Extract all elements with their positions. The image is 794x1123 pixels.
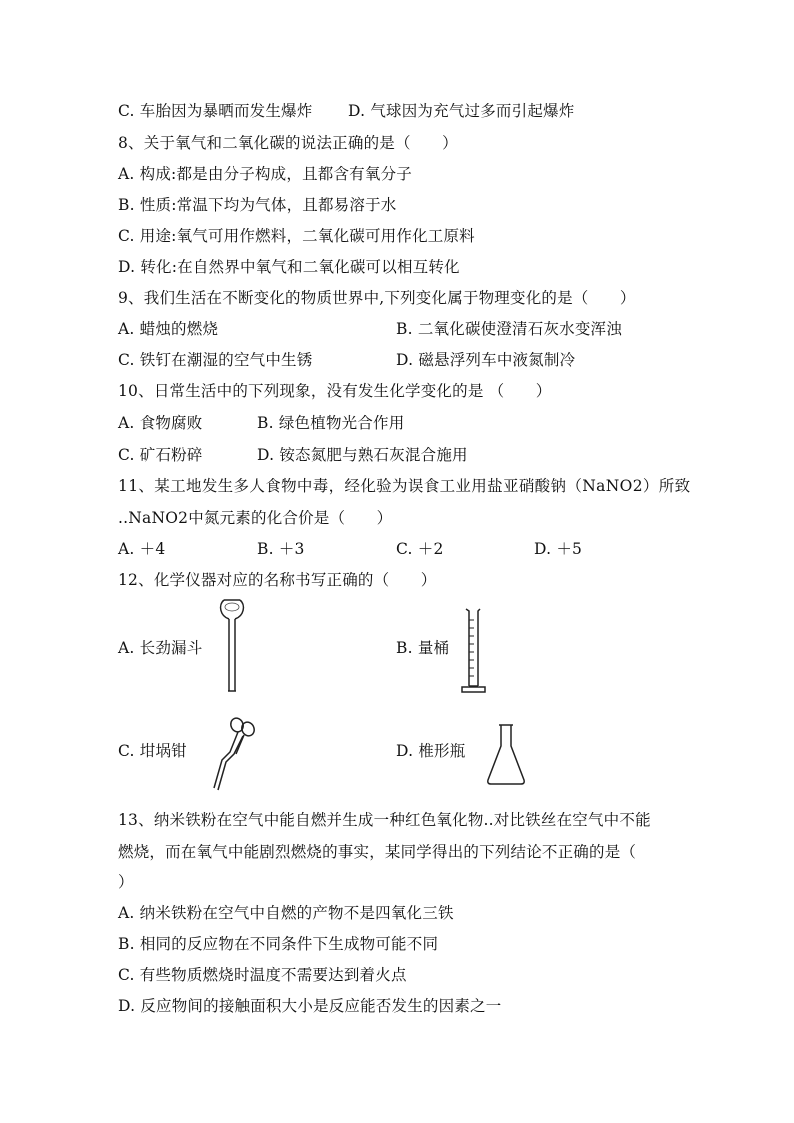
q11-stem-line2: ..NaNO2中氮元素的化合价是（ ） [118,509,393,527]
q13-option-b: B. 相同的反应物在不同条件下生成物可能不同 [118,935,439,953]
q9-option-d: D. 磁悬浮列车中液氮制冷 [396,351,576,369]
crucible-tongs-icon [208,712,256,792]
q8-option-a: A. 构成:都是由分子构成，且都含有氧分子 [118,165,412,183]
q8-option-b: B. 性质:常温下均为气体，且都易溶于水 [118,196,397,214]
graduated-cylinder-icon [458,606,488,694]
q10-stem: 10、日常生活中的下列现象，没有发生化学变化的是 （ ） [118,382,552,400]
q12-stem: 12、化学仪器对应的名称书写正确的（ ） [118,571,437,589]
q11-option-a: A. ＋4 [118,540,166,558]
q11-stem-line1: 11、某工地发生多人食物中毒，经化验为误食工业用盐亚硝酸钠（NaNO2）所致 [118,477,691,495]
q13-stem-line2: 燃烧，而在氧气中能剧烈燃烧的事实，某同学得出的下列结论不正确的是（ [118,843,637,861]
q12-option-a: A. 长劲漏斗 [118,639,203,657]
q7-option-d: D. 气球因为充气过多而引起爆炸 [348,102,575,120]
q9-option-c: C. 铁钉在潮湿的空气中生锈 [118,351,313,369]
q10-option-a: A. 食物腐败 [118,414,203,432]
q11-option-d: D. ＋5 [534,540,583,558]
q11-option-c: C. ＋2 [396,540,444,558]
q13-stem-line3: ） [118,873,134,891]
q12-option-b: B. 量桶 [396,639,450,657]
q13-option-c: C. 有些物质燃烧时温度不需要达到着火点 [118,966,407,984]
q11-option-b: B. ＋3 [257,540,305,558]
q12-option-d: D. 椎形瓶 [396,742,466,760]
q13-option-d: D. 反应物间的接触面积大小是反应能否发生的因素之一 [118,997,502,1015]
conical-flask-icon [484,722,528,788]
q9-option-a: A. 蜡烛的燃烧 [118,320,219,338]
q9-stem: 9、我们生活在不断变化的物质世界中,下列变化属于物理变化的是（ ） [118,289,636,307]
q10-option-d: D. 铵态氮肥与熟石灰混合施用 [257,446,468,464]
q10-option-b: B. 绿色植物光合作用 [257,414,405,432]
q8-stem: 8、关于氧气和二氧化碳的说法正确的是（ ） [118,134,458,152]
q13-stem-line1: 13、纳米铁粉在空气中能自燃并生成一种红色氧化物..对比铁丝在空气中不能 [118,811,651,829]
long-neck-funnel-icon [216,596,248,694]
q13-option-a: A. 纳米铁粉在空气中自燃的产物不是四氧化三铁 [118,904,454,922]
q8-option-d: D. 转化:在自然界中氧气和二氧化碳可以相互转化 [118,258,460,276]
q8-option-c: C. 用途:氧气可用作燃料，二氧化碳可用作化工原料 [118,227,475,245]
q10-option-c: C. 矿石粉碎 [118,446,203,464]
q12-option-c: C. 坩埚钳 [118,742,187,760]
q9-option-b: B. 二氧化碳使澄清石灰水变浑浊 [396,320,622,338]
q7-option-c: C. 车胎因为暴晒而发生爆炸 [118,102,313,120]
